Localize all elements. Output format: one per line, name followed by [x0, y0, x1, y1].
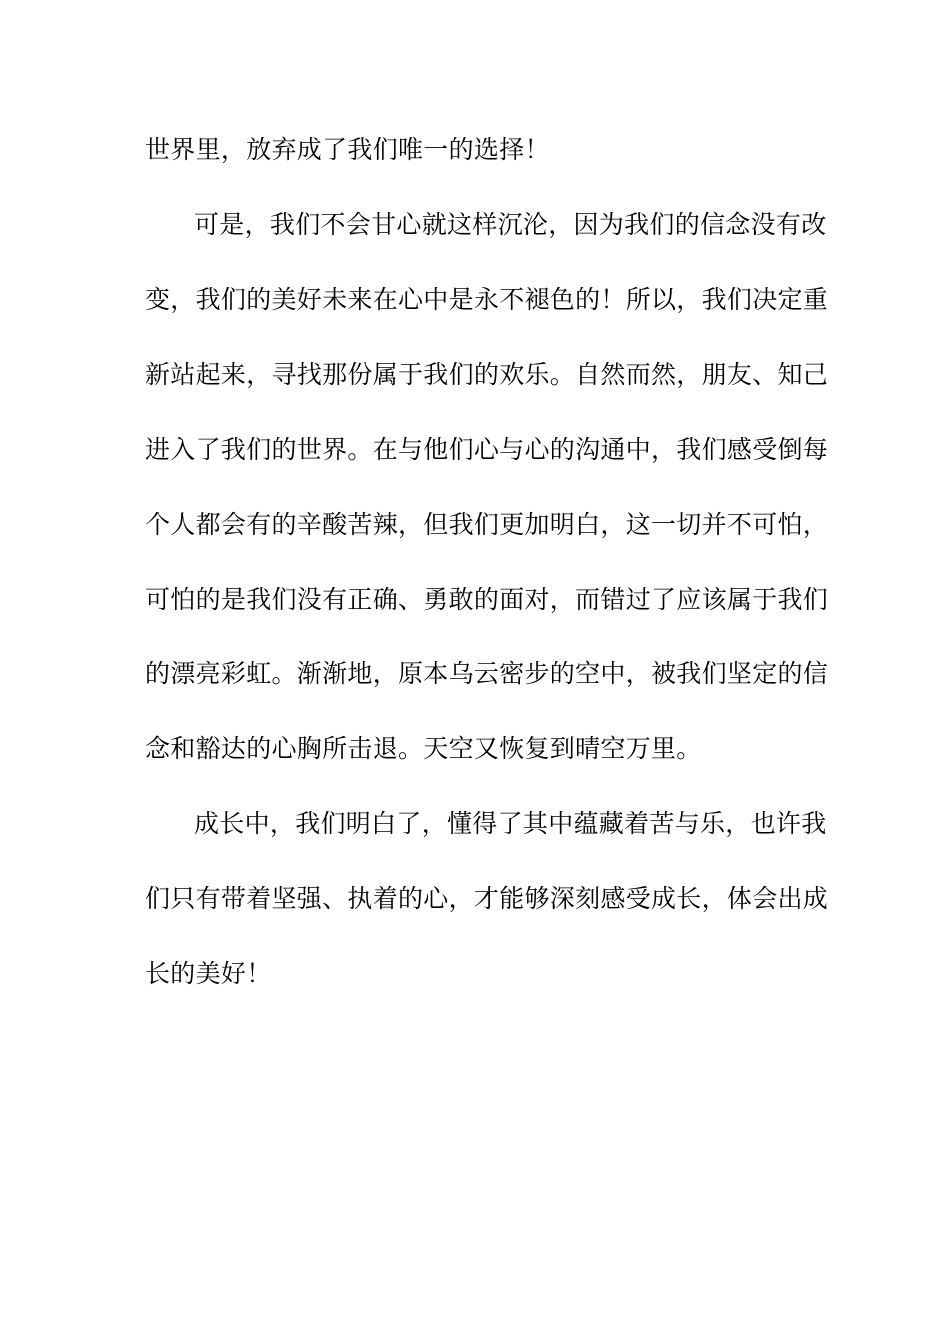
text-line: 世界里，放弃成了我们唯一的选择！ [145, 135, 550, 164]
text-line: 长的美好！ [145, 959, 272, 988]
text-line: 们只有带着坚强、执着的心，才能够深刻感受成长，体会出成 [145, 884, 829, 913]
paragraph-first-line: 成长中，我们明白了，懂得了其中蕴藏着苦与乐，也许我 [194, 809, 827, 838]
text-line: 的漂亮彩虹。渐渐地，原本乌云密步的空中，被我们坚定的信 [145, 659, 829, 688]
text-line: 变，我们的美好未来在心中是永不褪色的！所以，我们决定重 [145, 285, 829, 314]
text-line: 可怕的是我们没有正确、勇敢的面对，而错过了应该属于我们 [145, 585, 829, 614]
paragraph-first-line: 可是，我们不会甘心就这样沉沦，因为我们的信念没有改 [194, 210, 827, 239]
text-line: 新站起来，寻找那份属于我们的欢乐。自然而然，朋友、知己 [145, 360, 829, 389]
text-line: 念和豁达的心胸所击退。天空又恢复到晴空万里。 [145, 734, 702, 763]
text-line: 个人都会有的辛酸苦辣，但我们更加明白，这一切并不可怕， [145, 510, 829, 539]
text-line: 进入了我们的世界。在与他们心与心的沟通中，我们感受倒每 [145, 435, 829, 464]
